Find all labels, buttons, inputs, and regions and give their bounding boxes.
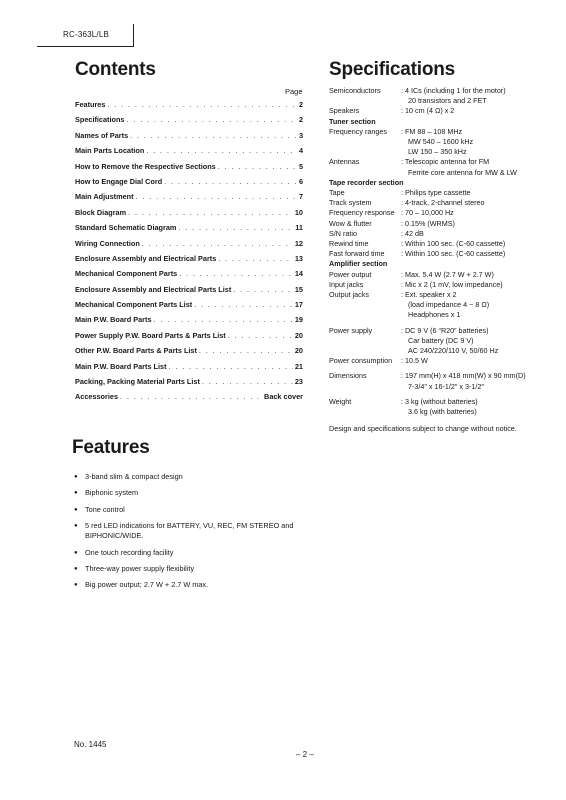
spec-value (401, 229, 561, 239)
spec-row (329, 239, 561, 249)
spec-value-line: : DC 9 V (6 “R20” batteries) (401, 325, 489, 335)
spec-value (401, 270, 561, 280)
toc-leader-dots (218, 254, 293, 263)
spec-row (329, 208, 561, 218)
spec-value-line: Ferrite core antenna for MW & LW (408, 167, 517, 177)
toc-entry-title: Mechanical Component Parts List (75, 300, 193, 310)
toc-entry-page: 13 (294, 253, 303, 263)
spec-value-line: : Within 100 sec. (C-60 cassette) (401, 249, 506, 259)
feature-text: Big power output; 2.7 W + 2.7 W max. (85, 580, 209, 590)
spec-value-line: : Mic x 2 (1 mV, low impedance) (401, 279, 503, 289)
toc-entry (75, 362, 303, 377)
feature-item (74, 488, 314, 499)
spec-value-line: 7-3/4″ x 16-1/2″ x 3-1/2″ (408, 381, 484, 391)
table-of-contents (75, 100, 303, 408)
spec-value-line: : Within 100 sec. (C-60 cassette) (401, 239, 506, 249)
spec-label: Power supply (329, 325, 373, 335)
spec-label: Output jacks (329, 290, 369, 300)
spec-row (329, 229, 561, 239)
spec-value-line: : 3 kg (without batteries) (401, 396, 478, 406)
spec-note: Design and specifications subject to change without notice. (329, 424, 517, 434)
spec-value-line: : Ext. speaker x 2 (401, 290, 457, 300)
spec-label: Wow & flutter (329, 218, 372, 228)
spec-label: Frequency ranges (329, 126, 387, 136)
toc-leader-dots (179, 269, 293, 278)
toc-entry-page: 14 (294, 269, 303, 279)
toc-entry (75, 254, 303, 269)
features-list (74, 472, 314, 597)
spec-value-line: Car battery (DC 9 V) (408, 335, 474, 345)
toc-entry-title: Specifications (75, 115, 125, 125)
toc-entry-title: How to Engage Dial Cord (75, 176, 163, 186)
spec-value-line: : FM 88 – 108 MHz (401, 126, 463, 136)
toc-entry (75, 239, 303, 254)
toc-entry-page: 20 (294, 346, 303, 356)
spec-row (329, 157, 561, 177)
toc-entry-page: 3 (298, 130, 303, 140)
toc-entry-title: Block Diagram (75, 207, 127, 217)
toc-entry-page: 21 (294, 361, 303, 371)
toc-entry-title: Accessories (75, 392, 119, 402)
toc-entry-page: 6 (298, 176, 303, 186)
toc-leader-dots (199, 346, 293, 355)
spec-value-line: : 70 – 10,000 Hz (401, 208, 454, 218)
bullet-icon: ● (74, 582, 78, 589)
bullet-icon: ● (74, 565, 78, 572)
spec-value (401, 290, 561, 321)
toc-leader-dots (233, 285, 293, 294)
feature-text: Tone control (85, 504, 125, 514)
toc-leader-dots (169, 362, 293, 371)
spec-label: Track system (329, 198, 372, 208)
spec-value (401, 239, 561, 249)
toc-entry-title: Names of Parts (75, 130, 129, 140)
toc-entry-page: 2 (298, 115, 303, 125)
spec-value-line: (load impedance 4 ~ 8 Ω) (408, 300, 490, 310)
toc-entry-page: 15 (294, 284, 303, 294)
spec-label: Input jacks (329, 279, 364, 289)
toc-entry-title: Power Supply P.W. Board Parts & Parts List (75, 330, 226, 340)
spec-row (329, 356, 561, 366)
toc-leader-dots (142, 239, 293, 248)
feature-text: Biphonic system (85, 488, 139, 498)
feature-item (74, 505, 314, 516)
spec-section-heading: Amplifier section (329, 259, 388, 269)
page-column-header: Page (285, 87, 303, 96)
spec-row (329, 371, 561, 391)
toc-entry-title: Enclosure Assembly and Electrical Parts (75, 253, 217, 263)
toc-entry-page: 12 (294, 238, 303, 248)
page-number: – 2 – (296, 750, 314, 759)
toc-entry (75, 377, 303, 392)
feature-text: 3-band slim & compact design (85, 472, 183, 481)
toc-entry-title: How to Remove the Respective Sections (75, 161, 216, 171)
spec-label: Power consumption (329, 356, 393, 366)
header-rule (37, 46, 134, 47)
spec-value-line: Headphones x 1 (408, 310, 461, 320)
toc-entry-page: 10 (294, 207, 303, 217)
spec-value-line: : 4-track, 2-channel stereo (401, 198, 485, 208)
spec-value (401, 371, 561, 391)
spec-value-line: : 4 ICs (including 1 for the motor) (401, 86, 506, 95)
feature-text: 5 red LED indications for BATTERY, VU, REC, FM STEREO and BIPHONIC/WIDE. (85, 520, 294, 541)
spec-value-line: : 197 mm(H) x 418 mm(W) x 90 mm(D) (401, 371, 526, 381)
toc-leader-dots (120, 392, 262, 401)
spec-value (401, 106, 561, 116)
spec-label: Fast forward time (329, 249, 385, 259)
toc-entry-page: Back cover (264, 392, 303, 402)
feature-text: One touch recording facility (85, 547, 174, 557)
toc-leader-dots (164, 177, 297, 186)
spec-row (329, 86, 561, 106)
toc-leader-dots (128, 208, 293, 217)
spec-value (401, 397, 561, 417)
toc-leader-dots (107, 100, 297, 109)
spec-value (401, 326, 561, 357)
spec-value (401, 280, 561, 290)
toc-leader-dots (136, 192, 297, 201)
feature-item (74, 472, 314, 483)
toc-entry (75, 331, 303, 346)
spec-value-line: : Max. 5.4 W (2.7 W + 2.7 W) (401, 269, 494, 279)
bullet-icon: ● (74, 506, 78, 513)
spec-row (329, 106, 561, 116)
spec-value (401, 127, 561, 158)
toc-entry-title: Enclosure Assembly and Electrical Parts List (75, 284, 232, 294)
spec-row (329, 326, 561, 357)
feature-text: Three-way power supply flexibility (85, 563, 195, 573)
spec-value-line: : 10.5 W (401, 356, 428, 366)
contents-title: Contents (75, 59, 156, 80)
spec-value-line: 3.6 kg (with batteries) (408, 407, 477, 417)
spec-label: Tape (329, 188, 345, 198)
spec-row (329, 127, 561, 158)
document-number: No. 1445 (74, 740, 107, 749)
toc-entry (75, 392, 303, 407)
toc-entry-title: Features (75, 100, 106, 109)
toc-leader-dots (154, 315, 293, 324)
spec-row (329, 188, 561, 198)
spec-row (329, 270, 561, 280)
spec-label: S/N ratio (329, 228, 357, 238)
spec-value-line: : 0.15% (WRMS) (401, 218, 455, 228)
toc-entry-title: Main P.W. Board Parts (75, 315, 152, 325)
spec-label: Power output (329, 269, 372, 279)
spec-value (401, 208, 561, 218)
toc-entry (75, 285, 303, 300)
toc-entry (75, 162, 303, 177)
toc-entry (75, 146, 303, 161)
spec-value-line: : Philips type cassette (401, 188, 471, 198)
bullet-icon: ● (74, 549, 78, 556)
toc-entry (75, 223, 303, 238)
spec-value (401, 157, 561, 177)
spec-label: Antennas (329, 157, 360, 167)
bullet-icon: ● (74, 474, 78, 480)
spec-value-line: AC 240/220/110 V, 50/60 Hz (408, 346, 499, 356)
toc-entry-title: Main Adjustment (75, 192, 134, 202)
toc-entry (75, 300, 303, 315)
spec-value-line: : 10 cm (4 Ω) x 2 (401, 106, 455, 116)
toc-entry (75, 269, 303, 284)
toc-entry (75, 131, 303, 146)
toc-entry-page: 20 (294, 330, 303, 340)
toc-entry-page: 11 (295, 223, 303, 233)
toc-leader-dots (194, 300, 293, 309)
toc-leader-dots (178, 223, 293, 232)
toc-leader-dots (130, 131, 297, 140)
header-divider (133, 24, 134, 47)
spec-value-line: LW 150 – 350 kHz (408, 147, 467, 157)
feature-item (74, 564, 314, 575)
specifications-title: Specifications (329, 59, 456, 80)
spec-row (329, 280, 561, 290)
toc-entry-title: Wiring Connection (75, 238, 140, 248)
spec-row (329, 290, 561, 321)
toc-entry-page: 4 (298, 146, 303, 156)
toc-entry (75, 315, 303, 330)
spec-section-heading: Tape recorder section (329, 177, 404, 187)
toc-entry (75, 346, 303, 361)
spec-value (401, 356, 561, 366)
spec-value (401, 86, 561, 106)
toc-leader-dots (228, 331, 293, 340)
spec-value (401, 249, 561, 259)
toc-entry-title: Packing, Packing Material Parts List (75, 377, 200, 387)
spec-label: Dimensions (329, 371, 367, 381)
spec-value (401, 188, 561, 198)
specifications-table (329, 86, 561, 433)
toc-entry-title: Main P.W. Board Parts List (75, 361, 167, 371)
spec-value-line: MW 540 – 1600 kHz (408, 137, 474, 147)
toc-entry-page: 23 (294, 377, 303, 387)
bullet-icon: ● (74, 522, 78, 529)
toc-entry-page: 19 (294, 315, 303, 325)
toc-entry (75, 192, 303, 207)
toc-entry-page: 2 (298, 100, 303, 109)
toc-leader-dots (218, 162, 297, 171)
spec-label: Weight (329, 396, 352, 406)
feature-item (74, 580, 314, 591)
spec-label: Semiconductors (329, 86, 381, 95)
spec-value (401, 219, 561, 229)
toc-entry-page: 5 (298, 161, 303, 171)
toc-entry (75, 100, 303, 115)
toc-entry-page: 17 (294, 300, 303, 310)
toc-entry (75, 115, 303, 130)
toc-entry-title: Standard Schematic Diagram (75, 223, 177, 233)
spec-value-line: 20 transistors and 2 FET (408, 96, 487, 106)
features-title: Features (72, 437, 150, 458)
model-number: RC-363L/LB (63, 30, 110, 39)
toc-leader-dots (146, 146, 297, 155)
spec-row (329, 198, 561, 208)
toc-entry-title: Other P.W. Board Parts & Parts List (75, 346, 197, 356)
toc-entry (75, 208, 303, 223)
spec-label: Rewind time (329, 239, 369, 249)
spec-section-heading: Tuner section (329, 116, 376, 126)
spec-label: Frequency response (329, 208, 395, 218)
spec-row (329, 249, 561, 259)
toc-leader-dots (202, 377, 293, 386)
spec-row (329, 219, 561, 229)
toc-leader-dots (126, 115, 296, 124)
spec-value-line: : Telescopic antenna for FM (401, 157, 490, 167)
toc-entry (75, 177, 303, 192)
spec-value (401, 198, 561, 208)
spec-label: Speakers (329, 106, 360, 116)
feature-item (74, 521, 314, 542)
toc-entry-title: Mechanical Component Parts (75, 269, 178, 279)
feature-item (74, 548, 314, 559)
toc-entry-page: 7 (298, 192, 303, 202)
spec-value-line: : 42 dB (401, 228, 424, 238)
toc-entry-title: Main Parts Location (75, 146, 145, 156)
bullet-icon: ● (74, 490, 78, 497)
spec-row (329, 397, 561, 417)
